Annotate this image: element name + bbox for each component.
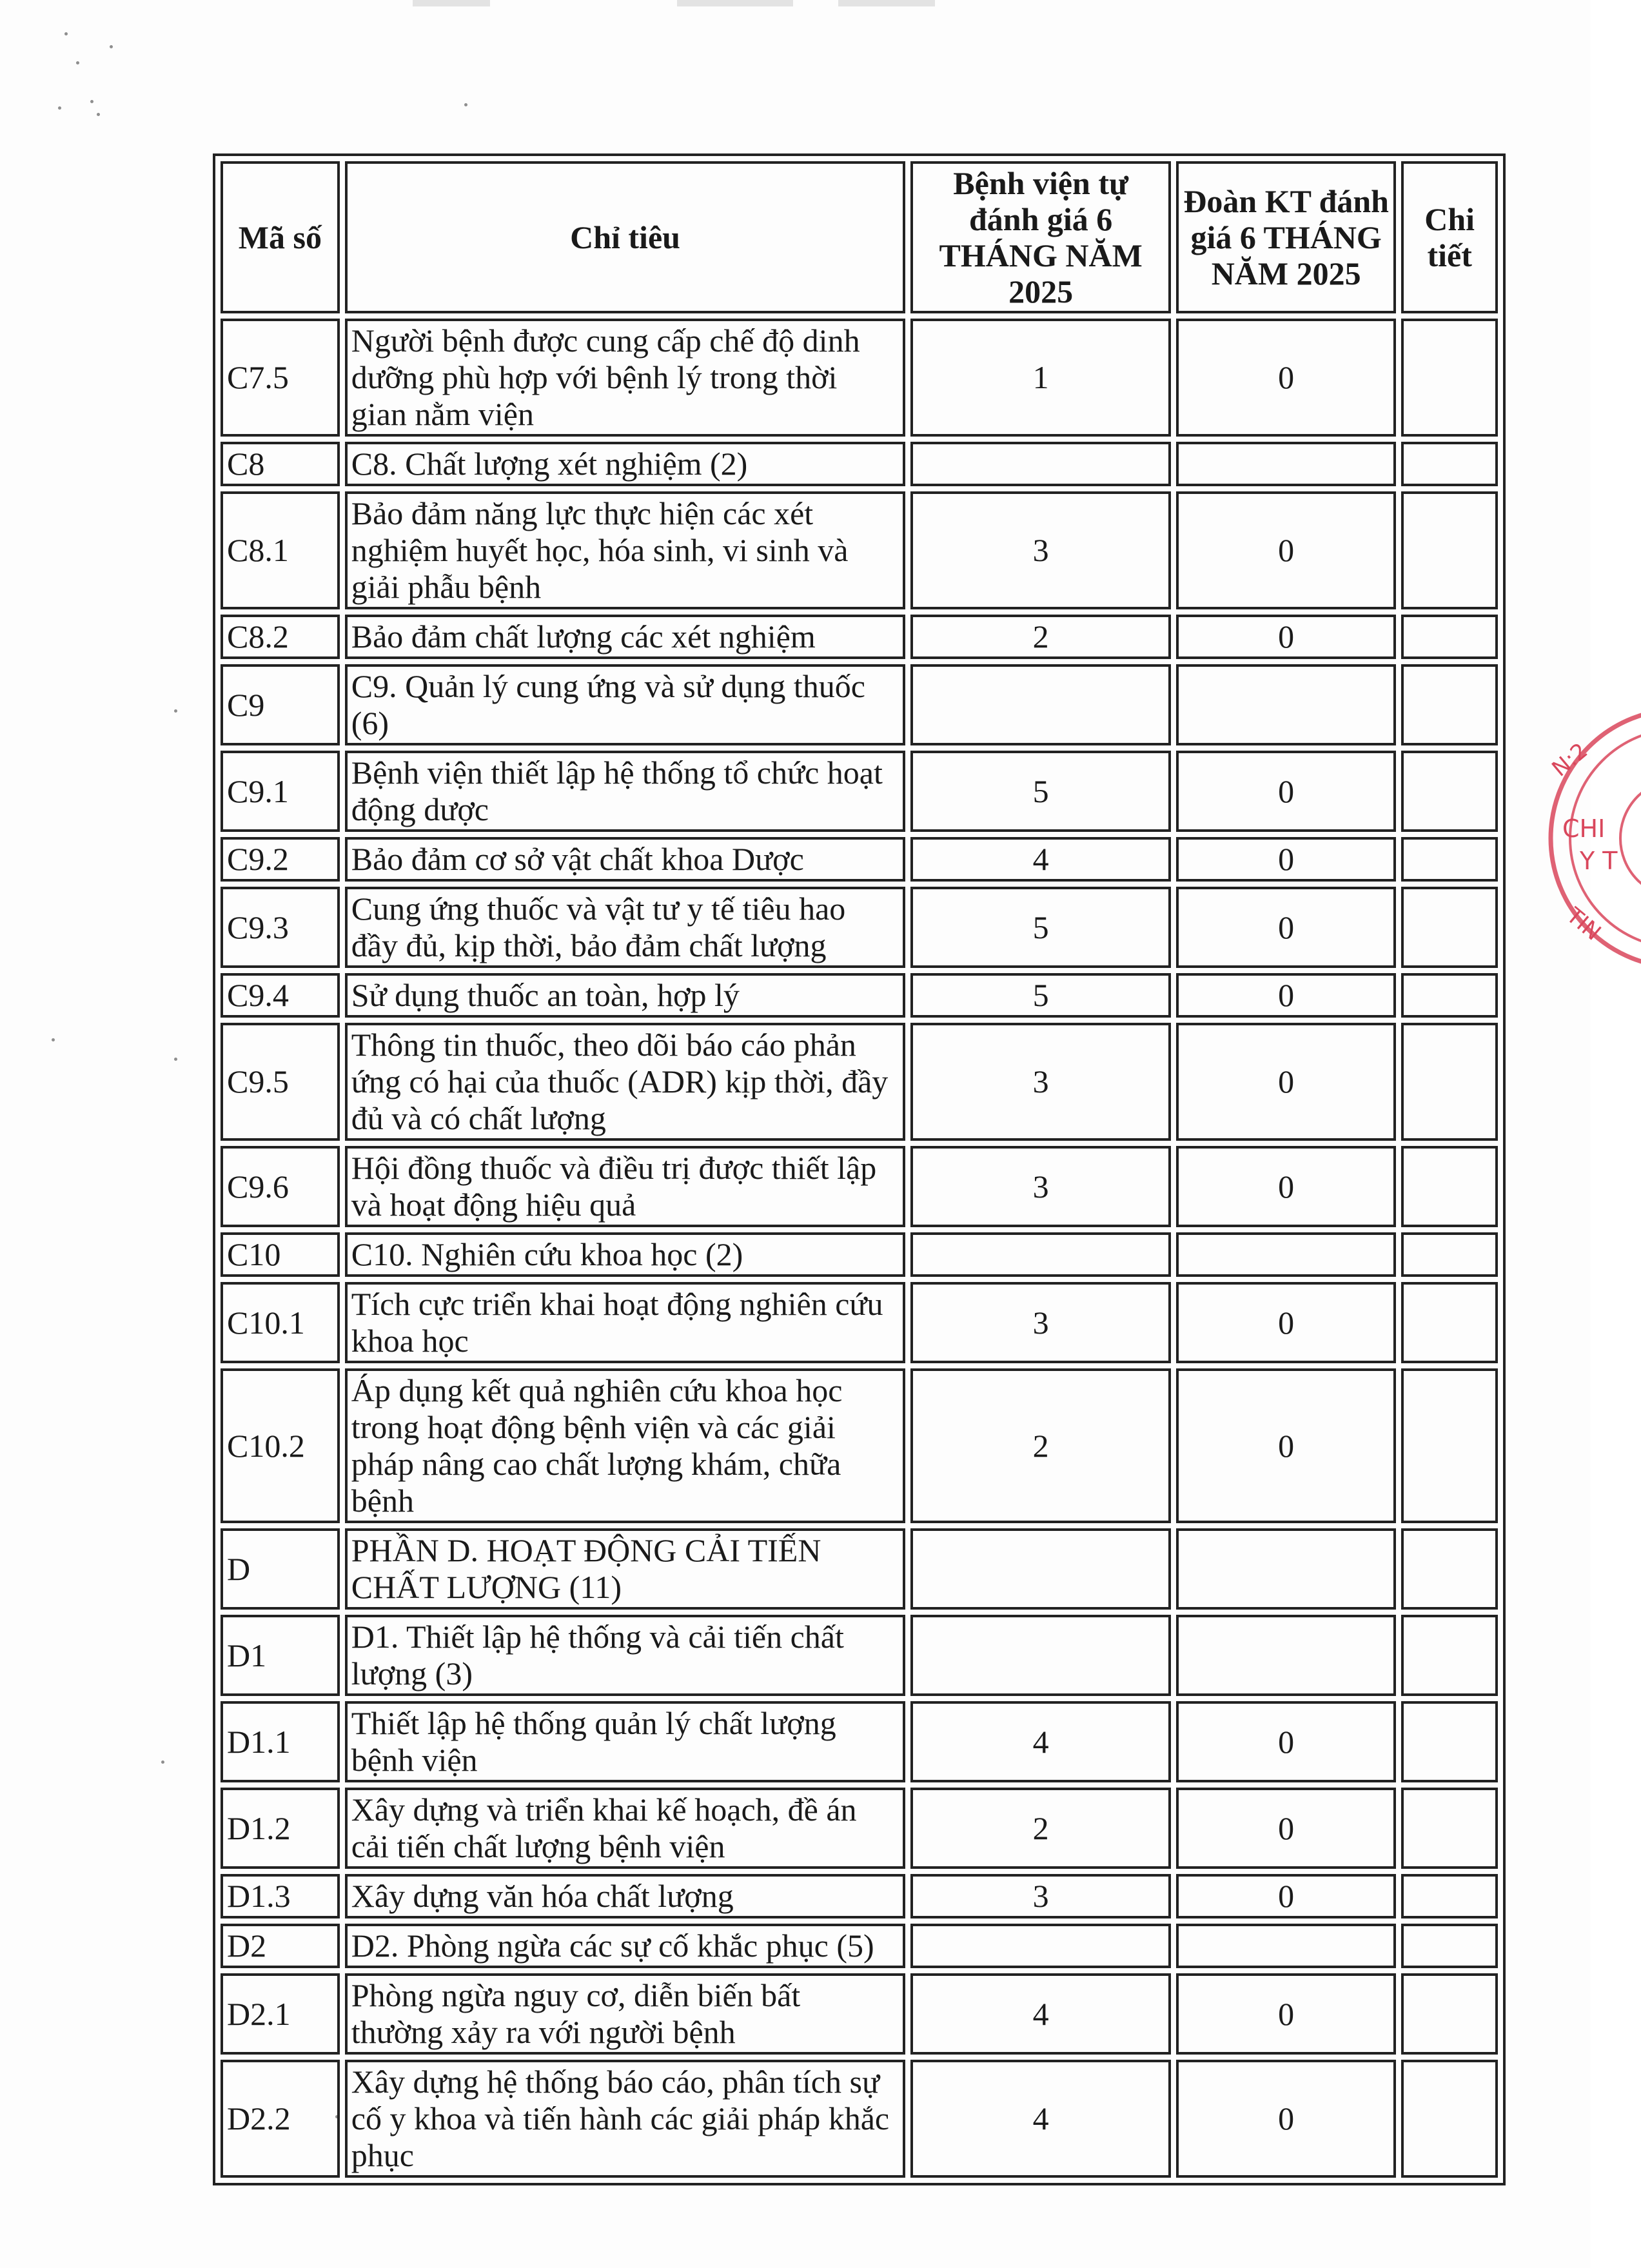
row-team-score: 0 [1176, 1023, 1396, 1141]
svg-text:Y T: Y T [1580, 847, 1618, 875]
red-seal-stamp [1544, 703, 1641, 974]
row-code: C7.5 [221, 319, 340, 437]
row-self-score: 3 [910, 1146, 1171, 1227]
header-criteria: Chỉ tiêu [345, 161, 906, 313]
row-code: D1.3 [221, 1874, 340, 1918]
row-criteria: C9. Quản lý cung ứng và sử dụng thuốc (6) [345, 664, 906, 745]
row-detail [1401, 1146, 1498, 1227]
scan-speck [58, 106, 61, 110]
row-code: D2.2 [221, 2060, 340, 2178]
row-code: C9.2 [221, 837, 340, 882]
row-team-score: 0 [1176, 1146, 1396, 1227]
row-code: C9.6 [221, 1146, 340, 1227]
scan-speck [76, 61, 79, 64]
row-self-score: 4 [910, 2060, 1171, 2178]
row-criteria: Bệnh viện thiết lập hệ thống tổ chức hoạt động dược [345, 751, 906, 832]
svg-text:CHI: CHI [1562, 814, 1606, 843]
row-criteria: Sử dụng thuốc an toàn, hợp lý [345, 973, 906, 1018]
row-criteria: Bảo đảm năng lực thực hiện các xét nghiệm huyết học, hóa sinh, vi sinh và giải phẫu bệnh [345, 491, 906, 609]
scan-speck [110, 45, 113, 48]
row-criteria: Áp dụng kết quả nghiên cứu khoa học trong hoạt động bệnh viện và các giải pháp nâng cao chất lượng khám, chữa bệnh [345, 1368, 906, 1523]
row-self-score [910, 1615, 1171, 1696]
row-detail [1401, 1282, 1498, 1363]
table-header-row [221, 161, 1498, 313]
row-code: D1.2 [221, 1788, 340, 1869]
scan-speck [174, 709, 177, 713]
row-team-score: 0 [1176, 1874, 1396, 1918]
row-self-score: 5 [910, 751, 1171, 832]
row-self-score: 2 [910, 1788, 1171, 1869]
row-criteria: Xây dựng hệ thống báo cáo, phân tích sự cố y khoa và tiến hành các giải pháp khắc phục [345, 2060, 906, 2178]
header-detail: Chi tiết [1401, 161, 1498, 313]
table-row [221, 1788, 1498, 1869]
row-detail [1401, 837, 1498, 882]
row-code: C8.2 [221, 615, 340, 659]
row-team-score: 0 [1176, 751, 1396, 832]
table-row [221, 1282, 1498, 1363]
row-self-score [910, 664, 1171, 745]
row-criteria: C10. Nghiên cứu khoa học (2) [345, 1232, 906, 1277]
row-detail [1401, 2060, 1498, 2178]
row-team-score: 0 [1176, 973, 1396, 1018]
table-row [221, 837, 1498, 882]
row-detail [1401, 973, 1498, 1018]
table-row [221, 751, 1498, 832]
row-self-score: 3 [910, 491, 1171, 609]
row-code: C10 [221, 1232, 340, 1277]
row-code: C10.2 [221, 1368, 340, 1523]
row-criteria: Hội đồng thuốc và điều trị được thiết lập và hoạt động hiệu quả [345, 1146, 906, 1227]
row-detail [1401, 1701, 1498, 1782]
row-team-score: 0 [1176, 1701, 1396, 1782]
row-code: C8 [221, 442, 340, 486]
row-criteria: D2. Phòng ngừa các sự cố khắc phục (5) [345, 1924, 906, 1968]
row-self-score [910, 1924, 1171, 1968]
row-detail [1401, 1924, 1498, 1968]
table-row [221, 1615, 1498, 1696]
scan-speck [90, 100, 93, 103]
row-self-score [910, 442, 1171, 486]
row-criteria: Phòng ngừa nguy cơ, diễn biến bất thường xảy ra với người bệnh [345, 1973, 906, 2055]
row-criteria: Thông tin thuốc, theo dõi báo cáo phản ứng có hại của thuốc (ADR) kịp thời, đầy đủ và có chất lượng [345, 1023, 906, 1141]
row-self-score: 2 [910, 615, 1171, 659]
table-row [221, 491, 1498, 609]
row-detail [1401, 1973, 1498, 2055]
row-self-score: 3 [910, 1282, 1171, 1363]
row-code: C9 [221, 664, 340, 745]
row-detail [1401, 1788, 1498, 1869]
row-detail [1401, 1615, 1498, 1696]
table-row [221, 1973, 1498, 2055]
row-criteria: Xây dựng văn hóa chất lượng [345, 1874, 906, 1918]
table-row [221, 1146, 1498, 1227]
row-team-score [1176, 1924, 1396, 1968]
table-row [221, 1232, 1498, 1277]
table-row [221, 1368, 1498, 1523]
row-team-score: 0 [1176, 1788, 1396, 1869]
row-team-score: 0 [1176, 1973, 1396, 2055]
row-team-score [1176, 664, 1396, 745]
table-row [221, 1023, 1498, 1141]
row-code: C10.1 [221, 1282, 340, 1363]
row-team-score: 0 [1176, 1282, 1396, 1363]
row-self-score: 1 [910, 319, 1171, 437]
row-code: C8.1 [221, 491, 340, 609]
row-team-score: 0 [1176, 319, 1396, 437]
row-criteria: Bảo đảm chất lượng các xét nghiệm [345, 615, 906, 659]
row-team-score [1176, 1528, 1396, 1610]
row-criteria: Cung ứng thuốc và vật tư y tế tiêu hao đầy đủ, kịp thời, bảo đảm chất lượng [345, 887, 906, 968]
row-detail [1401, 664, 1498, 745]
row-self-score [910, 1528, 1171, 1610]
row-criteria: Thiết lập hệ thống quản lý chất lượng bệnh viện [345, 1701, 906, 1782]
row-self-score [910, 1232, 1171, 1277]
row-self-score: 5 [910, 973, 1171, 1018]
row-self-score: 3 [910, 1023, 1171, 1141]
row-self-score: 4 [910, 837, 1171, 882]
row-team-score [1176, 442, 1396, 486]
scan-speck [97, 113, 100, 116]
scan-smudge [838, 0, 935, 6]
row-detail [1401, 319, 1498, 437]
row-detail [1401, 887, 1498, 968]
row-detail [1401, 1368, 1498, 1523]
row-detail [1401, 442, 1498, 486]
table-row [221, 887, 1498, 968]
assessment-table [213, 153, 1506, 2185]
row-detail [1401, 1232, 1498, 1277]
row-criteria: PHẦN D. HOẠT ĐỘNG CẢI TIẾN CHẤT LƯỢNG (11) [345, 1528, 906, 1610]
svg-text:TIN: TIN [1561, 902, 1606, 946]
row-code: C9.4 [221, 973, 340, 1018]
row-detail [1401, 491, 1498, 609]
row-code: D [221, 1528, 340, 1610]
scan-speck [174, 1058, 177, 1061]
table-row [221, 1701, 1498, 1782]
header-team-assessment: Đoàn KT đánh giá 6 THÁNG NĂM 2025 [1176, 161, 1396, 313]
table-row [221, 664, 1498, 745]
scan-speck [52, 1038, 55, 1041]
row-self-score: 4 [910, 1701, 1171, 1782]
table-row [221, 442, 1498, 486]
scan-smudge [677, 0, 793, 6]
row-team-score: 0 [1176, 1368, 1396, 1523]
row-self-score: 4 [910, 1973, 1171, 2055]
row-code: D1 [221, 1615, 340, 1696]
row-code: C9.3 [221, 887, 340, 968]
row-team-score [1176, 1232, 1396, 1277]
row-team-score: 0 [1176, 615, 1396, 659]
table-row [221, 973, 1498, 1018]
table-row [221, 1924, 1498, 1968]
row-criteria: Người bệnh được cung cấp chế độ dinh dưỡng phù hợp với bệnh lý trong thời gian nằm viện [345, 319, 906, 437]
row-criteria: Xây dựng và triển khai kế hoạch, đề án cải tiến chất lượng bệnh viện [345, 1788, 906, 1869]
row-detail [1401, 1874, 1498, 1918]
table-row [221, 319, 1498, 437]
svg-text:N:2: N:2 [1547, 738, 1593, 782]
table-row [221, 1528, 1498, 1610]
row-self-score: 2 [910, 1368, 1171, 1523]
row-detail [1401, 1528, 1498, 1610]
scan-speck [64, 32, 68, 35]
row-team-score: 0 [1176, 491, 1396, 609]
row-detail [1401, 615, 1498, 659]
row-team-score: 0 [1176, 837, 1396, 882]
row-code: C9.5 [221, 1023, 340, 1141]
row-detail [1401, 1023, 1498, 1141]
table-row [221, 1874, 1498, 1918]
header-self-assessment: Bệnh viện tự đánh giá 6 THÁNG NĂM 2025 [910, 161, 1171, 313]
row-self-score: 3 [910, 1874, 1171, 1918]
row-criteria: Bảo đảm cơ sở vật chất khoa Dược [345, 837, 906, 882]
row-detail [1401, 751, 1498, 832]
row-code: C9.1 [221, 751, 340, 832]
row-code: D1.1 [221, 1701, 340, 1782]
table-row [221, 615, 1498, 659]
row-code: D2 [221, 1924, 340, 1968]
row-criteria: D1. Thiết lập hệ thống và cải tiến chất lượng (3) [345, 1615, 906, 1696]
row-team-score [1176, 1615, 1396, 1696]
row-code: D2.1 [221, 1973, 340, 2055]
scan-smudge [413, 0, 490, 6]
row-criteria: C8. Chất lượng xét nghiệm (2) [345, 442, 906, 486]
header-code: Mã số [221, 161, 340, 313]
row-team-score: 0 [1176, 2060, 1396, 2178]
table-row [221, 2060, 1498, 2178]
row-criteria: Tích cực triển khai hoạt động nghiên cứu khoa học [345, 1282, 906, 1363]
scan-speck [161, 1760, 164, 1764]
scan-speck [464, 103, 467, 106]
row-self-score: 5 [910, 887, 1171, 968]
row-team-score: 0 [1176, 887, 1396, 968]
